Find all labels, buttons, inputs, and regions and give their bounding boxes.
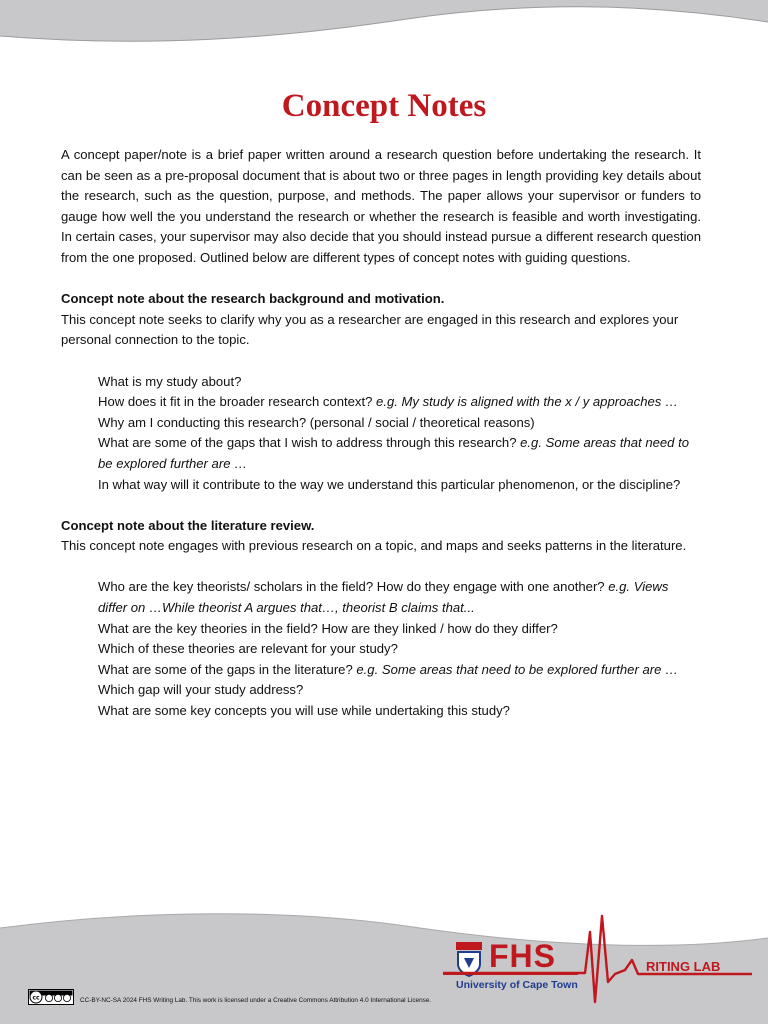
question-item: Who are the key theorists/ scholars in the field? How do they engage with one another? e.g. Views differ on …While theorist A argues that…, theorist B claims that...	[98, 579, 669, 616]
question-item: Which of these theories are relevant for your study?	[98, 641, 398, 657]
section-heading: Concept note about the literature review.	[61, 517, 315, 533]
section-description: This concept note engages with previous research on a topic, and maps and seeks patterns in the literature.	[61, 538, 687, 554]
section-literature-review	[61, 516, 701, 722]
question-item: What are some of the gaps in the literature? e.g. Some areas that need to be explored further are …	[98, 661, 679, 677]
question-item: Why am I conducting this research? (personal / social / theoretical reasons)	[98, 414, 535, 430]
question-item: What are some key concepts you will use while undertaking this study?	[98, 703, 510, 719]
document-body	[61, 145, 701, 722]
license-text: CC-BY-NC-SA 2024 FHS Writing Lab. This work is licensed under a Creative Commons Attribution 4.0 International License.	[80, 997, 432, 1004]
uct-crest-icon	[456, 942, 482, 976]
question-item: What are some of the gaps that I wish to address through this research? e.g. Some areas that need to be explored further are …	[98, 435, 690, 471]
question-item: Which gap will your study address?	[98, 682, 304, 698]
question-item: What are the key theories in the field? How are they linked / how do they differ?	[98, 620, 558, 636]
logo-university-text: University of Cape Town	[456, 979, 578, 991]
creative-commons-badge-icon	[28, 989, 74, 1005]
question-list	[61, 372, 701, 496]
section-description: This concept note seeks to clarify why you as a researcher are engaged in this research and explores your personal connection to the topic.	[61, 311, 679, 348]
cc-badge-text: cc	[32, 994, 40, 1002]
logo-writing-lab-text: RITING LAB	[646, 959, 721, 974]
intro-paragraph: A concept paper/note is a brief paper written around a research question before undertaking the research. It can be seen as a pre-proposal document that is about two or three pages in length providing key details about the research, such as the question, purpose, and methods. The paper allows your supervisor or funders to gauge how well the you understand the research or whether the research is feasible and worth investigating. In certain cases, your supervisor may also decide that you should instead pursue a different research question from the one proposed. Outlined below are different types of concept notes with guiding questions.	[61, 147, 701, 265]
top-wave-band	[0, 0, 768, 60]
question-list	[61, 577, 701, 721]
question-item: In what way will it contribute to the way we understand this particular phenomenon, or the discipline?	[98, 476, 681, 492]
question-item: How does it fit in the broader research context? e.g. My study is aligned with the x / y approaches …	[98, 394, 679, 410]
page-title: Concept Notes	[281, 88, 487, 124]
section-research-background	[61, 289, 701, 495]
logo-fhs-text: FHS	[489, 938, 556, 974]
section-heading: Concept note about the research background and motivation.	[61, 291, 445, 307]
question-item: What is my study about?	[98, 373, 242, 389]
